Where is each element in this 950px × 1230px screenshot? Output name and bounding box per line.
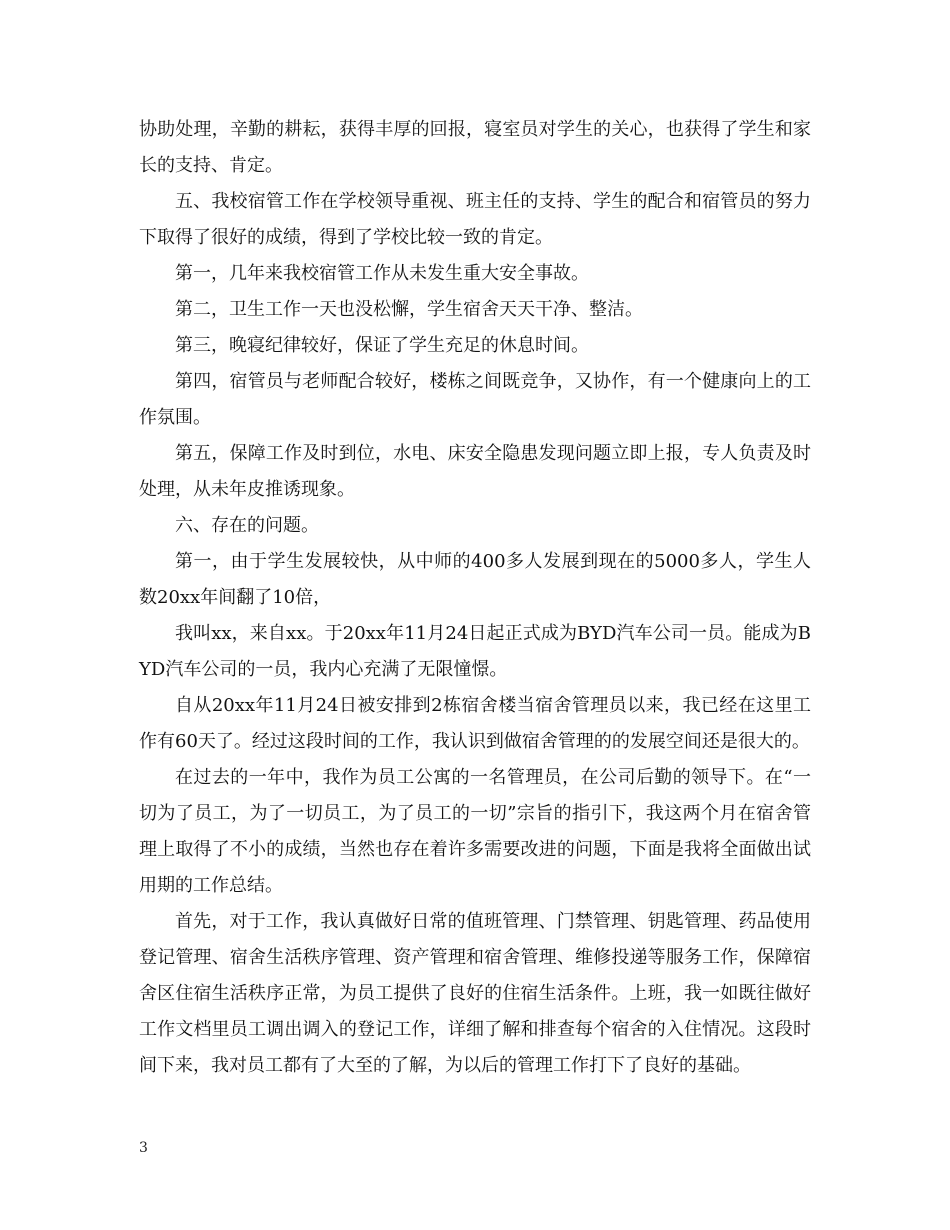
paragraph: 第一，几年来我校宿管工作从未发生重大安全事故。 xyxy=(175,263,589,284)
paragraph: 第四，宿管员与老师配合较好，楼栋之间既竞争，又协作，有一个健康向上的工作氛围。 xyxy=(139,371,811,428)
paragraph: 第三，晚寝纪律较好，保证了学生充足的休息时间。 xyxy=(175,335,589,356)
paragraph: 五、我校宿管工作在学校领导重视、班主任的支持、学生的配合和宿管员的努力下取得了很好的成绩，得到了学校比较一致的肯定。 xyxy=(139,191,811,248)
paragraph: 在过去的一年中，我作为员工公寓的一名管理员，在公司后勤的领导下。在“一切为了员工，为了一切员工，为了员工的一切”宗旨的指引下，我这两个月在宿舍管理上取得了不小的成绩，当然也存在着许多需要改进的问题，下面是我将全面做出试用期的工作总结。 xyxy=(139,767,811,896)
paragraph: 首先，对于工作，我认真做好日常的值班管理、门禁管理、钥匙管理、药品使用登记管理、宿舍生活秩序管理、资产管理和宿舍管理、维修投递等服务工作，保障宿舍区住宿生活秩序正常，为员工提供了良好的住宿生活条件。上班，我一如既往做好工作文档里员工调出调入的登记工作，详细了解和排查每个宿舍的入住情况。这段时间下来，我对员工都有了大至的了解，为以后的管理工作打下了良好的基础。 xyxy=(139,911,811,1076)
paragraph: 协助处理，辛勤的耕耘，获得丰厚的回报，寝室员对学生的关心，也获得了学生和家长的支持、肯定。 xyxy=(139,119,811,176)
paragraph: 我叫xx，来自xx。于20xx年11月24日起正式成为BYD汽车公司一员。能成为BYD汽车公司的一员，我内心充满了无限憧憬。 xyxy=(139,623,811,680)
paragraph: 第一，由于学生发展较快，从中师的400多人发展到现在的5000多人，学生人数20xx年间翻了10倍， xyxy=(139,551,811,608)
paragraph: 自从20xx年11月24日被安排到2栋宿舍楼当宿舍管理员以来，我已经在这里工作有60天了。经过这段时间的工作，我认识到做宿舍管理的的发展空间还是很大的。 xyxy=(139,695,811,752)
paragraph: 六、存在的问题。 xyxy=(175,515,319,536)
paragraph: 第五，保障工作及时到位，水电、床安全隐患发现问题立即上报，专人负责及时处理，从未年皮推诱现象。 xyxy=(139,443,811,500)
document-body xyxy=(139,112,811,1084)
page-number: 3 xyxy=(139,1140,148,1156)
paragraph: 第二，卫生工作一天也没松懈，学生宿舍天天干净、整洁。 xyxy=(175,299,643,320)
